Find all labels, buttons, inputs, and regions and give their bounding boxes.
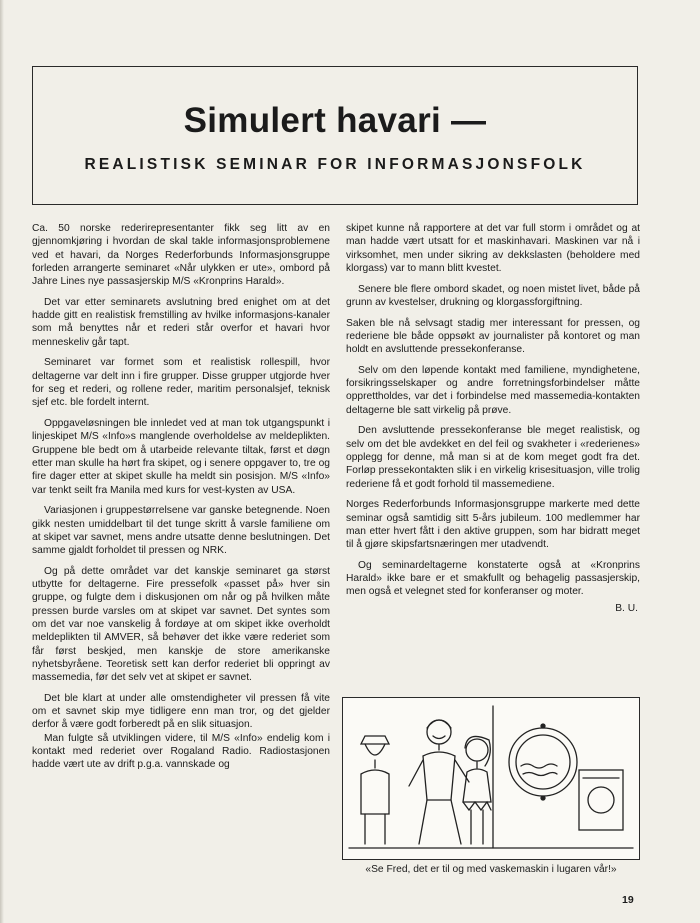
left-paragraph-8: Man fulgte så utviklingen videre, til M/S «Info» endelig kom i kontakt med rederiet over Rogaland Radio. Radiostasjonen hadde vært ute av drift p.g.a. vannskade og [32,732,330,771]
cartoon-drawing [343,698,639,859]
article-title: Simulert havari — [183,101,487,140]
right-paragraph-2: Senere ble flere ombord skadet, og noen mistet livet, både på grunn av kvestelser, drukning og klorgassforgiftning. [346,283,640,308]
left-paragraph-5: Variasjonen i gruppestørrelsene var ganske betegnende. Noen gikk nesten umiddelbart til det tunge skritt å varsle familiene om at skipet var savnet, mens andre utsatte denne beslutningen. Det samme gjaldt forholdet til pressen og NRK. [32,505,330,557]
cartoon-caption: «Se Fred, det er til og med vaskemaskin i lugaren vår!» [365,864,617,875]
right-column [346,222,640,615]
left-column [32,222,330,772]
article-subtitle: REALISTISK SEMINAR FOR INFORMASJONSFOLK [84,156,586,173]
author-signature: B. U. [615,603,638,615]
right-paragraph-3: Saken ble nå selvsagt stadig mer interessant for pressen, og rederiene ble både oppsøkt av journalister på kontoret og man holdt en avsluttende pressekonferanse. [346,317,640,356]
cartoon-illustration [342,697,640,860]
right-paragraph-5: Den avsluttende pressekonferanse ble meget realistisk, og selv om det ble avdekket en del feil og svakheter i «rederienes» opplegg for denne, må man si at de kom meget godt fra det. Forløp pressekontakten slik i en virkelig krisesituasjon, ville trolig rederiene få et godt forhold til massemediene. [346,425,640,490]
left-paragraph-7: Det ble klart at under alle omstendigheter vil pressen få vite om et savnet skip mye tidligere enn man tror, og det gjelder derfor å være godt forberedt på en slik situasjon. [32,692,330,731]
left-paragraph-1: Ca. 50 norske rederirepresentanter fikk seg litt av en gjennomkjøring i hvordan de skal takle informasjonsproblemene ved et havari, da Norges Rederforbunds Informasjonsgruppe forleden arrangerte seminaret «Når ulykken er ute», ombord på Jahre Lines nye passasjerskip M/S «Kronprins Harald». [32,223,330,288]
title-box [32,66,638,205]
left-paragraph-3: Seminaret var formet som et realistisk rollespill, hvor deltagerne var delt inn i fire grupper. Disse grupper utgjorde hver for seg et rederi, og rollene reder, maritim personalsjef, teknisk sjef etc. ble fordelt internt. [32,357,330,409]
page-edge-shadow [0,0,4,923]
right-paragraph-4: Selv om den løpende kontakt med familiene, myndighetene, forsikringsselskaper og andre forretningsforbindelser måtte opprettholdes, var det i forbindelse med massemedia-kontakten deltagerne ble satt virkelig på prøve. [346,364,640,416]
right-paragraph-6: Norges Rederforbunds Informasjonsgruppe markerte med dette seminar også samtidig sitt 5-års jubileum. 100 medlemmer har man etter hvert fått i den aktive gruppen, som har bidratt meget til å gjøre skipsfartsnæringen mer utadvendt. [346,499,640,551]
right-paragraph-7: Og seminardeltagerne konstaterte også at «Kronprins Harald» ikke bare er et smakfullt og behagelig passasjerskip, men også et velegnet sted for konferanser og moter. [346,559,640,598]
right-paragraph-1: skipet kunne nå rapportere at det var full storm i området og at man hadde vært utsatt for et maskinhavari. Maskinen var nå i virksomhet, men under sikring av dekkslasten (beholdere med klorgass) var to mann blitt kvestet. [346,223,640,274]
left-paragraph-6: Og på dette området var det kanskje seminaret ga størst utbytte for deltagerne. Fire pressefolk «passet på» hver sin gruppe, og fulgte dem i diskusjonen om når og på hvilken måte pressen burde varsles om at skipet var savnet. Det syntes som om det var noe vanskelig å fordøye at om skipet ikke overholdt meldeplikten til AMVER, så behøver det ikke være rederiet som får først beskjed, men kanskje de store amerikanske nyhetsbyråene. Teoretisk sett kan derfor rederiet bli oppringt av massemedia, før det selv vet at skipet er savnet. [32,565,330,684]
left-paragraph-2: Det var etter seminarets avslutning bred enighet om at det hadde gitt en realistisk fremstilling av hvilke informasjons-kanaler som må benyttes når et rederi står overfor et havari hvor menneskeliv går tapt. [32,296,330,348]
left-paragraph-4: Oppgaveløsningen ble innledet ved at man tok utgangspunkt i linjeskipet M/S «Info»s manglende overholdelse av meldeplikten. Gruppene ble bedt om å utarbeide relevante tiltak, først et døgn etter man skulle ha hørt fra skipet, og i senere oppgaver to, tre og fire dager etter at skipet skulle ha meldt sin posisjon. M/S «Info» var tenkt seilt fra Manila med kurs for vest-kysten av USA. [32,418,330,496]
page-number: 19 [622,894,634,906]
